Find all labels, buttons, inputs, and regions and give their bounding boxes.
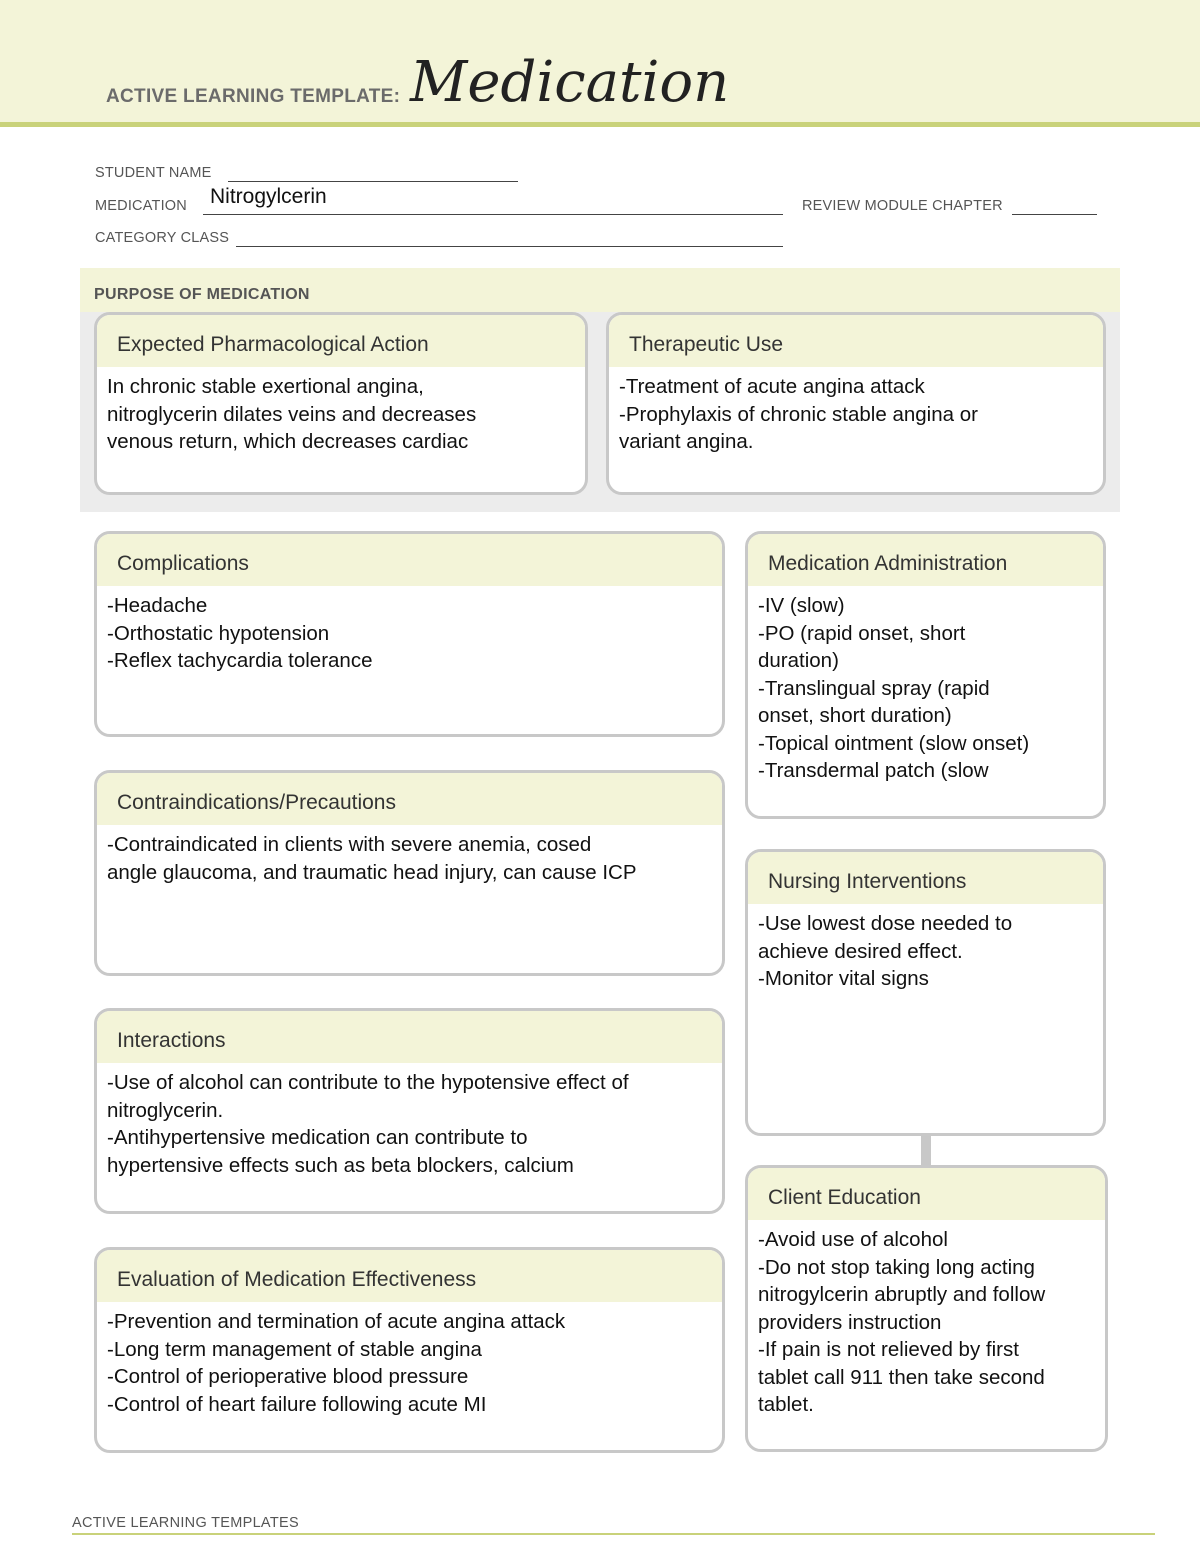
evaluation-title: Evaluation of Medication Effectiveness: [97, 1250, 722, 1302]
interactions-line: nitroglycerin.: [107, 1098, 224, 1122]
page-title: Medication: [410, 50, 730, 115]
administration-line: onset, short duration): [758, 704, 952, 727]
complications-line: -Orthostatic hypotension: [107, 621, 330, 645]
student-name-line[interactable]: [228, 181, 518, 182]
evaluation-line: -Control of perioperative blood pressure: [107, 1365, 469, 1388]
client-education-box: [745, 1165, 1108, 1452]
pharm-action-line: In chronic stable exertional angina,: [107, 375, 424, 398]
medication-line[interactable]: [203, 214, 783, 215]
therapeutic-use-body[interactable]: [609, 367, 1103, 456]
pharm-action-title: Expected Pharmacological Action: [97, 315, 585, 367]
nursing-box: [745, 849, 1106, 1136]
nursing-line: -Monitor vital signs: [758, 967, 929, 990]
interactions-title: Interactions: [97, 1011, 722, 1063]
complications-box: [94, 531, 725, 737]
therapeutic-use-line: -Prophylaxis of chronic stable angina or: [619, 402, 978, 426]
nursing-title: Nursing Interventions: [748, 852, 1103, 904]
category-class-label: CATEGORY CLASS: [95, 230, 230, 246]
therapeutic-use-line: -Treatment of acute angina attack: [619, 375, 925, 398]
complications-title: Complications: [97, 534, 722, 586]
evaluation-line: -Long term management of stable angina: [107, 1337, 482, 1361]
interactions-line: -Use of alcohol can contribute to the hypotensive effect of: [107, 1071, 629, 1094]
evaluation-line: -Control of heart failure following acute MI: [107, 1392, 487, 1416]
nursing-line: -Use lowest dose needed to: [758, 912, 1013, 935]
contraindications-title: Contraindications/Precautions: [97, 773, 722, 825]
client-education-line: providers instruction: [758, 1310, 942, 1334]
category-class-line[interactable]: [236, 246, 783, 247]
client-education-body[interactable]: [748, 1220, 1105, 1419]
pharm-action-body[interactable]: [97, 367, 585, 456]
therapeutic-use-box: [606, 312, 1106, 495]
nursing-line: achieve desired effect.: [758, 939, 963, 963]
nursing-body[interactable]: [748, 904, 1103, 993]
client-education-line: tablet call 911 then take second: [758, 1365, 1045, 1389]
contraindications-line: angle glaucoma, and traumatic head injury, can cause ICP: [107, 860, 637, 884]
complications-line: -Headache: [107, 594, 208, 617]
nursing-education-connector: [921, 1136, 931, 1166]
pharm-action-box: [94, 312, 588, 495]
pharm-action-line: nitroglycerin dilates veins and decreases: [107, 402, 477, 426]
evaluation-body[interactable]: [97, 1302, 722, 1418]
contraindications-body[interactable]: [97, 825, 722, 886]
medication-label: MEDICATION: [95, 198, 187, 214]
evaluation-line: -Prevention and termination of acute angina attack: [107, 1310, 566, 1333]
medication-value[interactable]: Nitrogylcerin: [210, 185, 327, 208]
template-label: ACTIVE LEARNING TEMPLATE:: [106, 86, 401, 107]
interactions-line: hypertensive effects such as beta blockers, calcium: [107, 1153, 574, 1177]
contraindications-line: -Contraindicated in clients with severe anemia, cosed: [107, 833, 592, 856]
interactions-line: -Antihypertensive medication can contribute to: [107, 1126, 528, 1149]
header-rule: [0, 122, 1200, 127]
therapeutic-use-title: Therapeutic Use: [609, 315, 1103, 367]
complications-body[interactable]: [97, 586, 722, 675]
administration-line: -Topical ointment (slow onset): [758, 731, 1030, 755]
client-education-line: -Avoid use of alcohol: [758, 1228, 948, 1251]
client-education-title: Client Education: [748, 1168, 1105, 1220]
footer-rule: [72, 1533, 1155, 1535]
complications-line: -Reflex tachycardia tolerance: [107, 649, 373, 672]
footer-label: ACTIVE LEARNING TEMPLATES: [72, 1515, 299, 1531]
client-education-line: nitrogylcerin abruptly and follow: [758, 1283, 1046, 1306]
evaluation-box: [94, 1247, 725, 1453]
review-module-line[interactable]: [1012, 214, 1097, 215]
therapeutic-use-line: variant angina.: [619, 430, 754, 453]
client-education-line: tablet.: [758, 1393, 814, 1416]
administration-line: -IV (slow): [758, 594, 845, 617]
administration-line: duration): [758, 649, 839, 672]
administration-box: [745, 531, 1106, 819]
administration-line: -Transdermal patch (slow: [758, 759, 989, 782]
pharm-action-line: venous return, which decreases cardiac: [107, 430, 469, 453]
administration-line: -PO (rapid onset, short: [758, 621, 966, 645]
review-module-label: REVIEW MODULE CHAPTER: [802, 198, 1003, 214]
interactions-body[interactable]: [97, 1063, 722, 1179]
purpose-label: PURPOSE OF MEDICATION: [94, 286, 310, 303]
administration-title: Medication Administration: [748, 534, 1103, 586]
contraindications-box: [94, 770, 725, 976]
client-education-line: -Do not stop taking long acting: [758, 1255, 1035, 1279]
administration-line: -Translingual spray (rapid: [758, 676, 990, 700]
student-name-label: STUDENT NAME: [95, 165, 212, 181]
interactions-box: [94, 1008, 725, 1214]
administration-body[interactable]: [748, 586, 1103, 785]
client-education-line: -If pain is not relieved by first: [758, 1338, 1019, 1361]
